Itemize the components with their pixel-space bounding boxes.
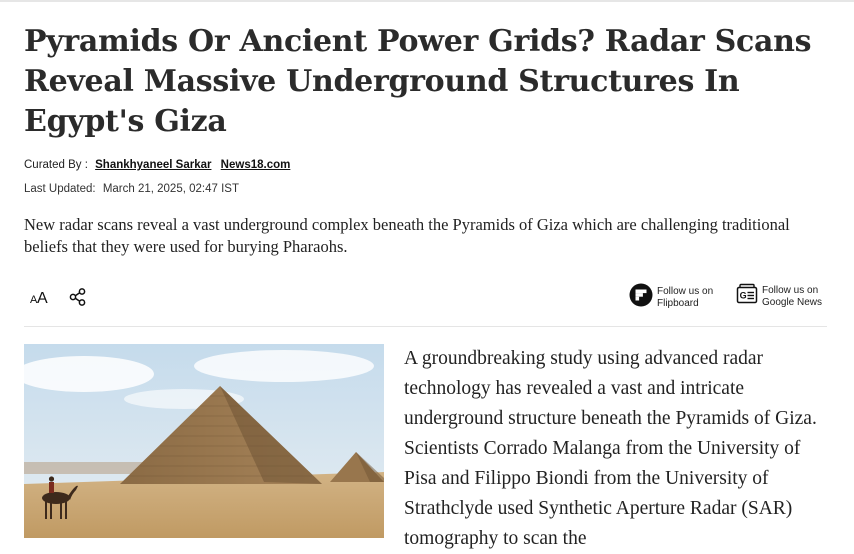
curated-label: Curated By :	[24, 159, 88, 171]
svg-text:G: G	[739, 290, 747, 301]
google-news-line1: Follow us on	[762, 285, 819, 296]
last-updated	[24, 183, 239, 195]
hero-image	[24, 344, 384, 538]
google-news-line2: Google News	[762, 296, 823, 308]
section-divider	[24, 326, 827, 327]
follow-flipboard-button[interactable]	[629, 283, 713, 312]
top-rule	[0, 0, 854, 2]
flipboard-icon	[629, 283, 653, 312]
svg-text:A: A	[37, 290, 48, 307]
font-size-icon[interactable]	[26, 283, 54, 311]
byline	[24, 159, 296, 171]
share-icon[interactable]	[64, 283, 92, 311]
article-body: A groundbreaking study using advanced radar technology has revealed a vast and intricate underground structure beneath the Pyramids of Giza. Scientists Corrado Malanga from the University of Pisa and Filippo Biondi from the University of Strathclyde used Synthetic Aperture Radar (SAR) tomography to scan the	[404, 348, 817, 549]
updated-timestamp: March 21, 2025, 02:47 IST	[102, 183, 239, 195]
follow-google-news-button[interactable]	[736, 283, 822, 310]
updated-label: Last Updated:	[24, 183, 96, 195]
publisher-link[interactable]: News18.com	[220, 159, 291, 171]
svg-text:A: A	[30, 294, 38, 306]
google-news-icon	[736, 283, 758, 310]
article-toolbar	[24, 283, 827, 311]
article-headline: Pyramids Or Ancient Power Grids? Radar Scans Reveal Massive Underground Structures In Egypt's Giza	[24, 24, 812, 139]
article-summary: New radar scans reveal a vast underground complex beneath the Pyramids of Giza which are challenging traditional beliefs that they were used for burying Pharaohs.	[24, 215, 790, 256]
author-link[interactable]: Shankhyaneel Sarkar	[95, 159, 212, 171]
flipboard-line1: Follow us on	[657, 286, 714, 297]
flipboard-line2: Flipboard	[657, 297, 699, 309]
